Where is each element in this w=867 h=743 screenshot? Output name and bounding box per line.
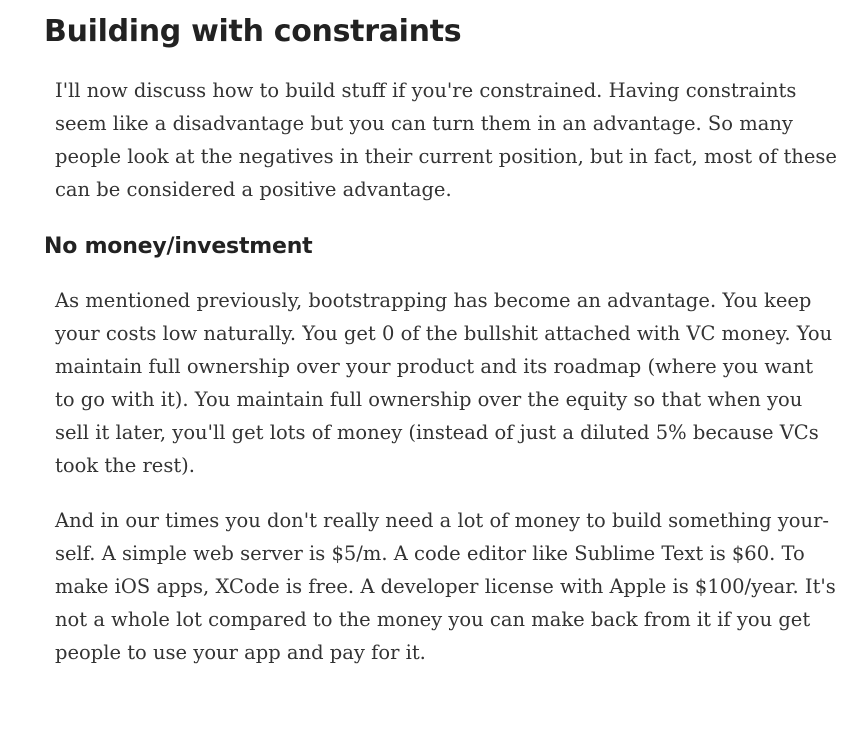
- paragraph-line: As mentioned previously, bootstrapping has become an advantage. You keep: [55, 289, 812, 312]
- paragraph-line: maintain full ownership over your product and its roadmap (where you want: [55, 355, 814, 378]
- paragraph-line: to go with it). You maintain full ownership over the equity so that when you: [55, 388, 803, 411]
- paragraph-line: took the rest).: [55, 454, 195, 477]
- paragraph-line: sell it later, you'll get lots of money (instead of just a diluted 5% because VCs: [55, 421, 819, 444]
- section-heading: Building with constraints: [44, 14, 462, 49]
- bootstrapping-paragraph: [55, 284, 833, 482]
- subsection-heading: No money/investment: [44, 234, 313, 259]
- paragraph-line: your costs low naturally. You get 0 of the bullshit attached with VC money. You: [55, 322, 833, 345]
- paragraph-line: make iOS apps, XCode is free. A developer license with Apple is $100/year. It's: [55, 575, 836, 598]
- paragraph-line: seem like a disadvantage but you can turn them in an advantage. So many: [55, 112, 793, 135]
- costs-paragraph: [55, 504, 836, 669]
- paragraph-line: people to use your app and pay for it.: [55, 641, 426, 664]
- paragraph-line: self. A simple web server is $5/m. A code editor like Sublime Text is $60. To: [55, 542, 805, 565]
- paragraph-line: can be considered a positive advantage.: [55, 178, 452, 201]
- paragraph-line: And in our times you don't really need a lot of money to build something your-: [55, 509, 830, 532]
- paragraph-line: people look at the negatives in their current position, but in fact, most of these: [55, 145, 837, 168]
- intro-paragraph: [55, 74, 837, 206]
- paragraph-line: I'll now discuss how to build stuff if you're constrained. Having constraints: [55, 79, 797, 102]
- paragraph-line: not a whole lot compared to the money you can make back from it if you get: [55, 608, 811, 631]
